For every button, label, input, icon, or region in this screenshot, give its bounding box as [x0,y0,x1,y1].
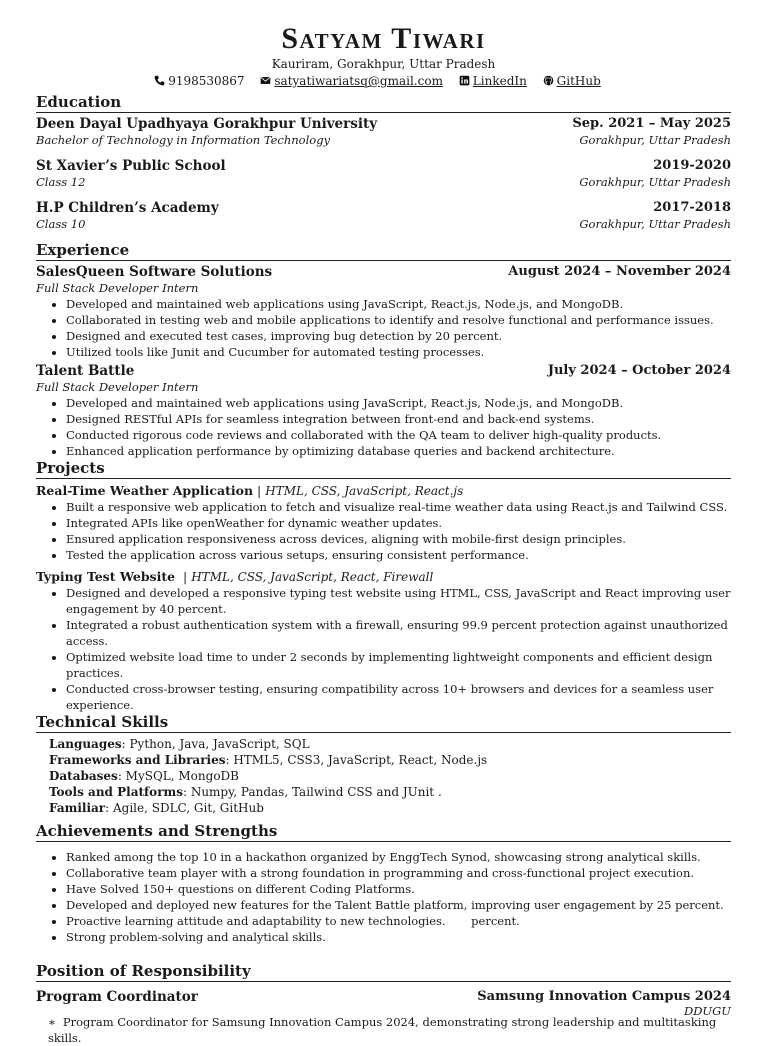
skills-list [36,736,731,816]
list-item: • Utilized tools like Junit and Cucumber for automated testing processes. [66,344,731,360]
education-location: Gorakhpur, Uttar Pradesh [579,217,731,231]
email-link[interactable]: satyatiwariatsq@gmail.com [274,74,443,88]
skill-row [49,784,731,800]
bullet-list [36,849,731,945]
list-item: • Conducted rigorous code reviews and collaborated with the QA team to deliver high-quality products. [66,427,731,443]
list-item: • Ranked among the top 10 in a hackathon organized by EnggTech Synod, showcasing strong analytical skills. [66,849,731,865]
list-item: • Developed and maintained web applications using JavaScript, React.js, Node.js, and MongoDB. [66,395,731,411]
phone-item [154,74,254,88]
project-entry [36,483,731,563]
bullet-list [36,296,731,360]
project-separator: | [253,483,266,498]
skill-label: Tools and Platforms [49,785,183,799]
list-item: • Designed RESTful APIs for seamless integration between front-end and back-end systems. [66,411,731,427]
list-item: • Developed and maintained web applications using JavaScript, React.js, Node.js, and MongoDB. [66,296,731,312]
list-item: • Designed and developed a responsive typing test website using HTML, CSS, JavaScript and React improving user engagement by 40 percent. [66,585,731,617]
degree: Bachelor of Technology in Information Technology [36,133,331,147]
skill-label: Familiar [49,801,106,815]
skill-value: : MySQL, MongoDB [117,769,239,783]
skill-label: Databases [49,769,118,783]
email-item[interactable] [260,74,452,88]
position-place: DDUGU [683,1004,731,1018]
list-item: • Integrated APIs like openWeather for dynamic weather updates. [66,515,731,531]
school-name: St Xavier’s Public School [36,158,226,174]
position-org: Samsung Innovation Campus 2024 [477,989,731,1004]
skill-row [49,752,731,768]
resume-page [36,22,731,1046]
list-item: • Collaborated in testing web and mobile applications to identify and resolve functional and performance issues. [66,312,731,328]
experience-entry [36,363,731,459]
list-item: • Optimized website load time to under 2 seconds by implementing lightweight components and efficient design practices. [66,649,731,681]
education-location: Gorakhpur, Uttar Pradesh [579,175,731,189]
github-link[interactable]: GitHub [556,74,601,88]
education-entry [36,116,731,148]
experience-date: July 2024 – October 2024 [547,363,731,378]
linkedin-link[interactable]: LinkedIn [472,74,527,88]
bullet-list [36,1014,731,1046]
candidate-name: Satyam Tiwari [281,22,486,55]
list-item: • Ensured application responsiveness across devices, aligning with mobile-first design principles. [66,531,731,547]
skill-row [49,736,731,752]
education-date: 2017-2018 [653,200,731,215]
list-item: • Designed and executed test cases, improving bug detection by 20 percent. [66,328,731,344]
job-role: Full Stack Developer Intern [36,380,199,394]
education-entry [36,158,731,190]
bullet-list [36,395,731,459]
section-title-education: Education [36,93,731,113]
linkedin-icon [459,75,470,86]
list-item: • Have Solved 150+ questions on different Coding Platforms. [66,881,731,897]
education-date: 2019-2020 [653,158,731,173]
job-role: Full Stack Developer Intern [36,281,199,295]
phone-icon [154,75,165,86]
github-icon [543,75,554,86]
section-title-achievements: Achievements and Strengths [36,822,731,842]
skill-label: Languages [49,737,122,751]
list-item: • Collaborative team player with a strong foundation in programming and cross-functional project execution. [66,865,731,881]
education-date: Sep. 2021 – May 2025 [572,116,731,131]
project-entry [36,569,731,713]
bullet-list [36,499,731,563]
project-tech: HTML, CSS, JavaScript, React, Firewall [191,570,434,584]
skill-row [49,768,731,784]
company-name: SalesQueen Software Solutions [36,264,273,280]
envelope-icon [260,75,271,86]
degree: Class 12 [36,175,86,189]
education-section [36,93,731,232]
responsibility-section [36,962,731,1046]
list-item: • Integrated a robust authentication system with a firewall, ensuring 99.9 percent protection against unauthorized access. [66,617,731,649]
experience-section [36,241,731,459]
project-name: Typing Test Website [36,569,176,584]
section-title-projects: Projects [36,459,731,479]
skill-label: Frameworks and Libraries [49,753,226,767]
project-separator: | [175,569,192,584]
section-title-experience: Experience [36,241,731,261]
projects-section [36,459,731,713]
skill-value: : Numpy, Pandas, Tailwind CSS and JUnit . [182,785,442,799]
phone-number: 9198530867 [168,74,245,88]
experience-entry [36,264,731,360]
project-name: Real-Time Weather Application [36,483,254,498]
list-item: ∗ Program Coordinator for Samsung Innovation Campus 2024, demonstrating strong leadership and multitasking skills. [48,1014,731,1046]
list-item: • Tested the application across various setups, ensuring consistent performance. [66,547,731,563]
skill-value: : HTML5, CSS3, JavaScript, React, Node.js [225,753,488,767]
achievements-section [36,822,731,945]
section-title-skills: Technical Skills [36,713,731,733]
github-item[interactable] [543,74,607,88]
school-name: Deen Dayal Upadhyaya Gorakhpur University [36,116,378,132]
list-item: • Built a responsive web application to fetch and visualize real-time weather data using React.js and Tailwind CSS. [66,499,731,515]
school-name: H.P Children’s Academy [36,200,219,216]
section-title-responsibility: Position of Responsibility [36,962,731,982]
bullet-list [36,585,731,713]
education-entry [36,200,731,232]
skill-row [49,800,731,816]
company-name: Talent Battle [36,363,135,379]
project-tech: HTML, CSS, JavaScript, React.js [265,484,464,498]
education-location: Gorakhpur, Uttar Pradesh [579,133,731,147]
position-role: Program Coordinator [36,989,198,1005]
linkedin-item[interactable] [459,74,537,88]
list-item: • Strong problem-solving and analytical skills. [66,929,731,945]
list-item: • Proactive learning attitude and adaptability to new technologies. percent. [66,913,731,929]
experience-date: August 2024 – November 2024 [508,264,731,279]
list-item: • Enhanced application performance by optimizing database queries and backend architecture. [66,443,731,459]
contact-line [36,73,731,89]
degree: Class 10 [36,217,86,231]
list-item: • Developed and deployed new features for the Talent Battle platform, improving user engagement by 25 percent. [66,897,731,913]
list-item: • Conducted cross-browser testing, ensuring compatibility across 10+ browsers and devices for a seamless user experience. [66,681,731,713]
skill-value: : Agile, SDLC, Git, GitHub [105,801,264,815]
address: Kauriram, Gorakhpur, Uttar Pradesh [271,57,496,71]
skill-value: : Python, Java, JavaScript, SQL [121,737,310,751]
skills-section [36,713,731,816]
